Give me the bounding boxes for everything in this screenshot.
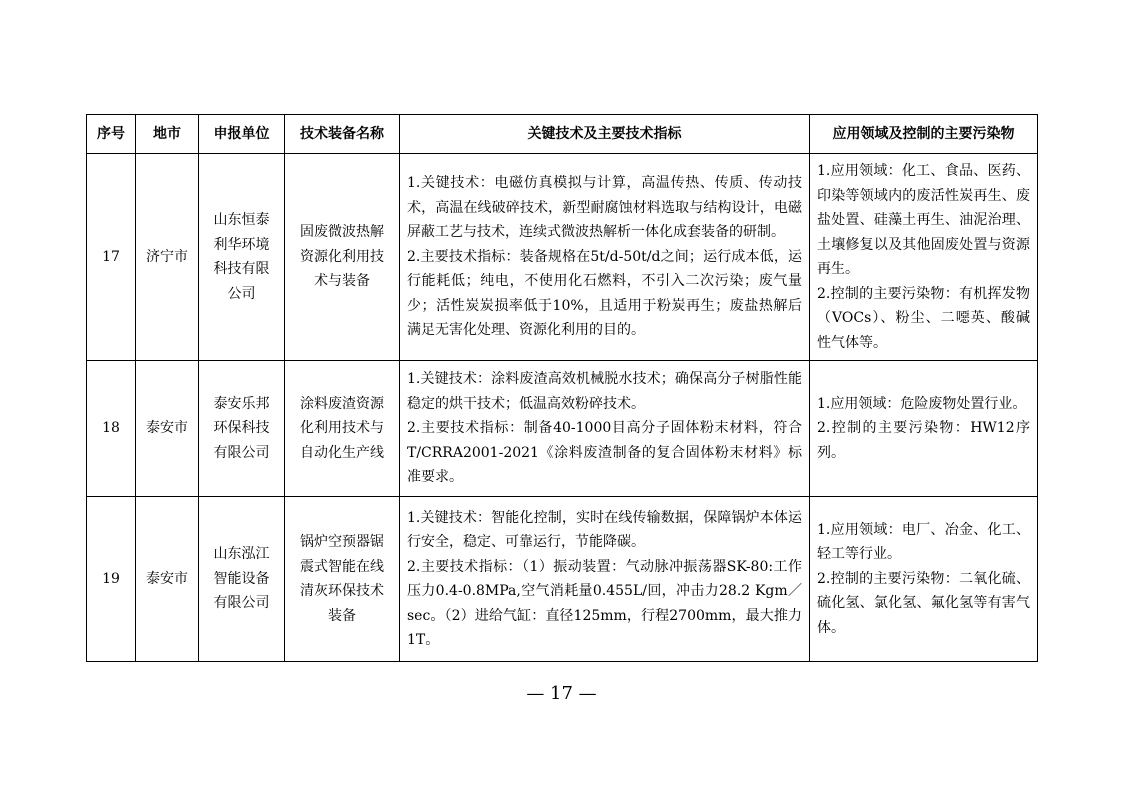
- header-application: 应用领域及控制的主要污染物: [810, 115, 1038, 154]
- table-row: [87, 497, 1038, 662]
- row-application-cell: [810, 361, 1038, 497]
- header-city: 地市: [136, 115, 199, 154]
- page-number: — 17 —: [526, 683, 597, 704]
- row-key-tech-cell: [400, 361, 810, 497]
- row-unit: 泰安乐邦环保科技有限公司: [199, 361, 285, 497]
- row-key-tech: 1.关键技术：涂料废渣高效机械脱水技术；确保高分子树脂性能稳定的烘干技术；低温高效粉碎技术。: [407, 371, 802, 412]
- row-indicators: 2.主要技术指标：（1）振动装置：气动脉冲振荡器SK-80:工作压力0.4-0.8MPa,空气消耗量0.455L/回，冲击力28.2 Kgm／sec。（2）进给气缸：直径125mm，行程2700mm，最大推力1T。: [407, 558, 802, 648]
- row-pollutants: 2.控制的主要污染物：二氧化硫、硫化氢、氯化氢、氟化氢等有害气体。: [817, 570, 1030, 636]
- row-equipment-name: 涂料废渣资源化利用技术与自动化生产线: [285, 361, 400, 497]
- row-application: 1.应用领域：电厂、冶金、化工、轻工等行业。: [817, 521, 1030, 563]
- tech-equipment-table: [86, 114, 1038, 662]
- row-key-tech-cell: [400, 497, 810, 662]
- row-key-tech-cell: [400, 154, 810, 361]
- table-row: [87, 154, 1038, 361]
- row-no: 19: [87, 497, 136, 662]
- row-no: 18: [87, 361, 136, 497]
- row-unit: 山东恒泰利华环境科技有限公司: [199, 154, 285, 361]
- row-key-tech: 1.关键技术：智能化控制，实时在线传输数据，保障锅炉本体运行安全，稳定、可靠运行，节能降碳。: [407, 509, 802, 550]
- row-application-cell: [810, 497, 1038, 662]
- row-pollutants: 2.控制的主要污染物：HW12序列。: [817, 420, 1030, 461]
- header-equipment-name: 技术装备名称: [285, 115, 400, 154]
- row-city: 泰安市: [136, 497, 199, 662]
- header-key-tech: 关键技术及主要技术指标: [400, 115, 810, 154]
- row-city: 泰安市: [136, 361, 199, 497]
- row-key-tech: 1.关键技术：电磁仿真模拟与计算，高温传热、传质、传动技术，高温在线破碎技术，新型耐腐蚀材料选取与结构设计，电磁屏蔽工艺与技术，连续式微波热解析一体化成套装备的研制。: [407, 175, 802, 241]
- header-no: 序号: [87, 115, 136, 154]
- row-application-cell: [810, 154, 1038, 361]
- row-equipment-name: 锅炉空预器锯震式智能在线清灰环保技术装备: [285, 497, 400, 662]
- table-header-row: [87, 115, 1038, 154]
- table-row: [87, 361, 1038, 497]
- row-no: 17: [87, 154, 136, 361]
- row-unit: 山东泓江智能设备有限公司: [199, 497, 285, 662]
- row-application: 1.应用领域：化工、食品、医药、印染等领域内的废活性炭再生、废盐处置、硅藻土再生、油泥治理、土壤修复以及其他固废处置与资源再生。: [817, 163, 1030, 277]
- row-application: 1.应用领域：危险废物处置行业。: [817, 395, 1027, 412]
- header-unit: 申报单位: [199, 115, 285, 154]
- row-pollutants: 2.控制的主要污染物：有机挥发物（VOCs）、粉尘、二噁英、酸碱性气体等。: [817, 285, 1030, 351]
- row-city: 济宁市: [136, 154, 199, 361]
- row-equipment-name: 固废微波热解资源化利用技术与装备: [285, 154, 400, 361]
- row-indicators: 2.主要技术指标：制备40-1000目高分子固体粉末材料，符合T/CRRA2001-2021《涂料废渣制备的复合固体粉末材料》标准要求。: [407, 420, 802, 486]
- row-indicators: 2.主要技术指标：装备规格在5t/d-50t/d之间；运行成本低，运行能耗低；纯电，不使用化石燃料，不引入二次污染；废气量少；活性炭炭损率低于10%，且适用于粉炭再生；废盐热解后满足无害化处理、资源化利用的目的。: [407, 248, 802, 339]
